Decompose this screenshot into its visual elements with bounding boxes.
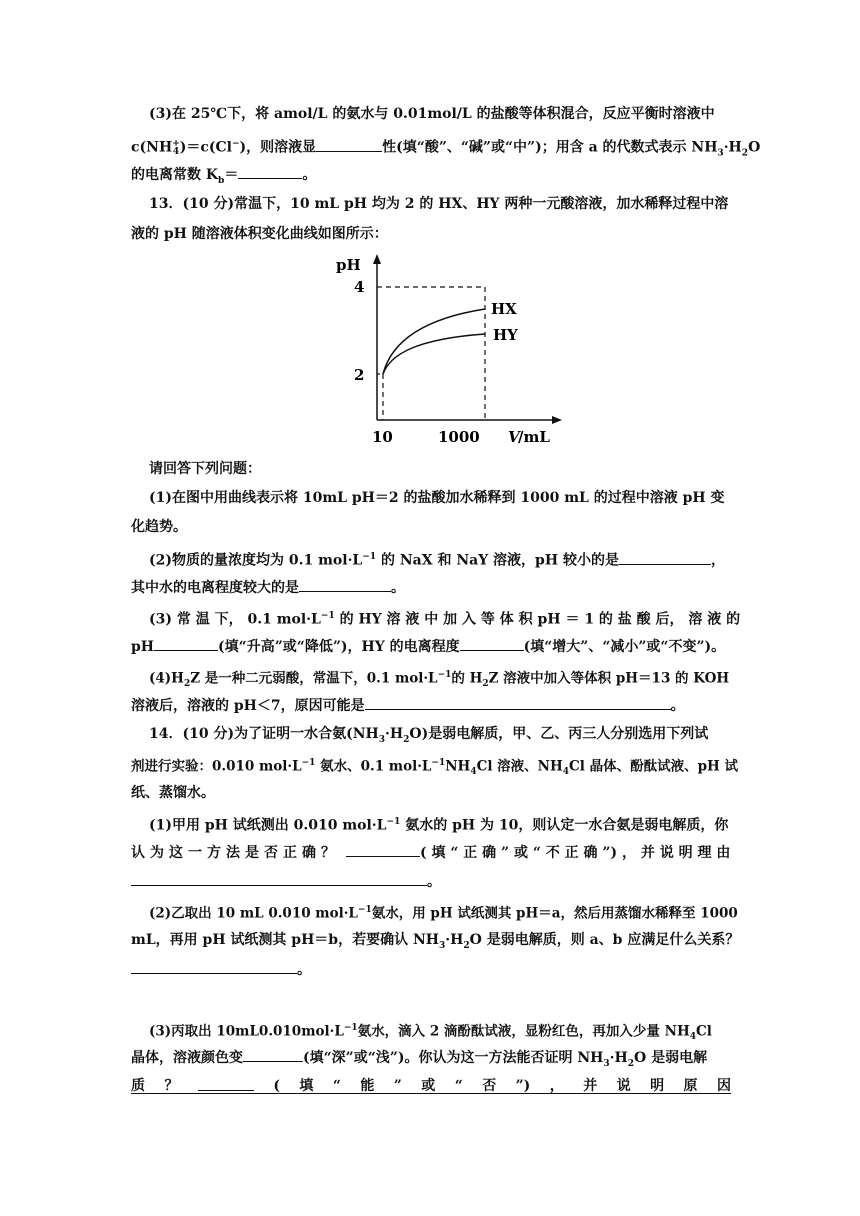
- answer-blank[interactable]: [131, 872, 427, 886]
- answer-blank[interactable]: [619, 551, 711, 565]
- answer-blank[interactable]: [460, 637, 524, 651]
- q14-3-line2: 晶体，溶液颜色变 (填“深”或“浅”)。你认为这一方法能否证明 $NH_3\cdot H_2O$ 是弱电解: [131, 1050, 708, 1069]
- hy-curve: [383, 334, 485, 374]
- q13-4-line2: 溶液后，溶液的 pH＜7，原因可能是 。: [131, 698, 685, 714]
- q13-3-line1: (3) 常 温 下， 0.1 $mol\cdot L^{-1}$ 的 HY 溶 液 中 加 入 等 体 积 pH ＝ 1 的 盐 酸 后， 溶 液 的: [149, 611, 741, 628]
- y-tick-2: 2: [354, 366, 365, 384]
- q14-line2: 剂进行实验：0.010 $mol\cdot L^{-1}$ 氨水、0.1 $mol\cdot L^{-1}NH_4Cl$ 溶液、$NH_4Cl$ 晶体、酚酞试液、pH 试: [131, 758, 738, 778]
- q14-1-line1: (1)甲用 pH 试纸测出 0.010 $mol\cdot L^{-1}$ 氨水的 pH 为 10，则认定一水合氨是弱电解质，你: [149, 817, 729, 834]
- answer-blank[interactable]: [198, 1077, 254, 1091]
- answer-blank[interactable]: [243, 1048, 303, 1062]
- x-axis-label-unit: /mL: [518, 428, 550, 446]
- answer-blank[interactable]: [299, 578, 391, 592]
- q13-prompt: 请回答下列问题：: [149, 461, 261, 477]
- series-label-hx: HX: [491, 300, 517, 318]
- q14-line3: 纸、蒸馏水。: [131, 785, 215, 801]
- q14-2-line2: mL，再用 pH 试纸测其 pH＝b，若要确认 $NH_3\cdot H_2O$ 是弱电解质，则 a、b 应满足什么关系？: [131, 932, 740, 951]
- y-axis-arrow: [373, 254, 381, 264]
- q12-3-line3: 的电离常数 $K_b=$ 。: [131, 167, 317, 186]
- x-axis-arrow: [552, 416, 562, 424]
- q12-3-line1: (3)在 25℃下，将 amol/L 的氨水与 0.01mol/L 的盐酸等体积混合，反应平衡时溶液中: [149, 106, 715, 122]
- y-tick-4: 4: [354, 278, 365, 296]
- ph-dilution-graph: [320, 252, 570, 452]
- answer-blank[interactable]: [238, 165, 302, 179]
- q13-2-line2: 其中水的电离程度较大的是 。: [131, 580, 405, 596]
- q14-3-line3: 质 ？ ( 填 “ 能 ” 或 “ 否 ”) ， 并 说 明 原 因: [131, 1078, 731, 1094]
- answer-blank[interactable]: [365, 696, 671, 710]
- q14-line1: 14．(10 分)为了证明一水合氨$(NH_3\cdot H_2O)$是弱电解质，甲、乙、丙三人分别选用下列试: [149, 726, 709, 745]
- answer-blank[interactable]: [131, 960, 297, 974]
- q13-1-line1: (1)在图中用曲线表示将 10mL pH＝2 的盐酸加水稀释到 1000 mL 的过程中溶液 pH 变: [149, 490, 725, 506]
- q13-4-line1: $(4)H_2Z$ 是一种二元弱酸，常温下，0.1 $mol\cdot L^{-1}$的 $H_2Z$ 溶液中加入等体积 pH＝13 的 KOH: [149, 670, 730, 690]
- q14-3-line1: (3)丙取出 $10mL0.010mol\cdot L^{-1}$氨水，滴入 2 滴酚酞试液，显粉红色，再加入少量 $NH_4Cl$: [149, 1023, 712, 1043]
- x-tick-1000: 1000: [438, 428, 480, 446]
- x-tick-10: 10: [372, 428, 393, 446]
- q13-line2: 液的 pH 随溶液体积变化曲线如图所示：: [131, 226, 388, 242]
- answer-blank[interactable]: [346, 843, 420, 857]
- y-axis-label: pH: [336, 256, 361, 274]
- q13-2-line1: (2)物质的量浓度均为 0.1 $mol\cdot L^{-1}$ 的 NaX 和 NaY 溶液，pH 较小的是 ，: [149, 552, 725, 569]
- q14-1-line2: 认为这一方法是否正确？ ( 填 “ 正 确 ” 或 “ 不 正 确 ”) ， 并 说 明 理 由: [131, 845, 731, 861]
- q13-line1: 13．(10 分)常温下，10 mL pH 均为 2 的 HX、HY 两种一元酸溶液，加水稀释过程中溶: [149, 196, 729, 212]
- answer-blank[interactable]: [154, 637, 218, 651]
- q13-1-line2: 化趋势。: [131, 519, 187, 535]
- q14-2-line3: 。: [131, 960, 731, 979]
- answer-line[interactable]: [131, 1093, 731, 1094]
- q14-2-line1: (2)乙取出 10 mL 0.010 $mol\cdot L^{-1}$氨水，用 pH 试纸测其 pH＝a，然后用蒸馏水稀释至 1000: [149, 905, 738, 922]
- q12-3-line2: c(NH + 4 )＝c(Cl−)，则溶液显 性(填“酸”、“碱”或“中”)；用含 a 的代数式表示 $NH_3\cdot H_2O$: [131, 138, 761, 159]
- series-label-hy: HY: [493, 326, 518, 344]
- answer-blank[interactable]: [316, 138, 382, 152]
- q13-3-line2: pH (填“升高”或“降低”)，HY 的电离程度 (填“增大”、“减小”或“不变”)。: [131, 639, 726, 655]
- x-axis-label-v: V: [508, 428, 520, 446]
- q14-1-line3: 。: [131, 872, 731, 891]
